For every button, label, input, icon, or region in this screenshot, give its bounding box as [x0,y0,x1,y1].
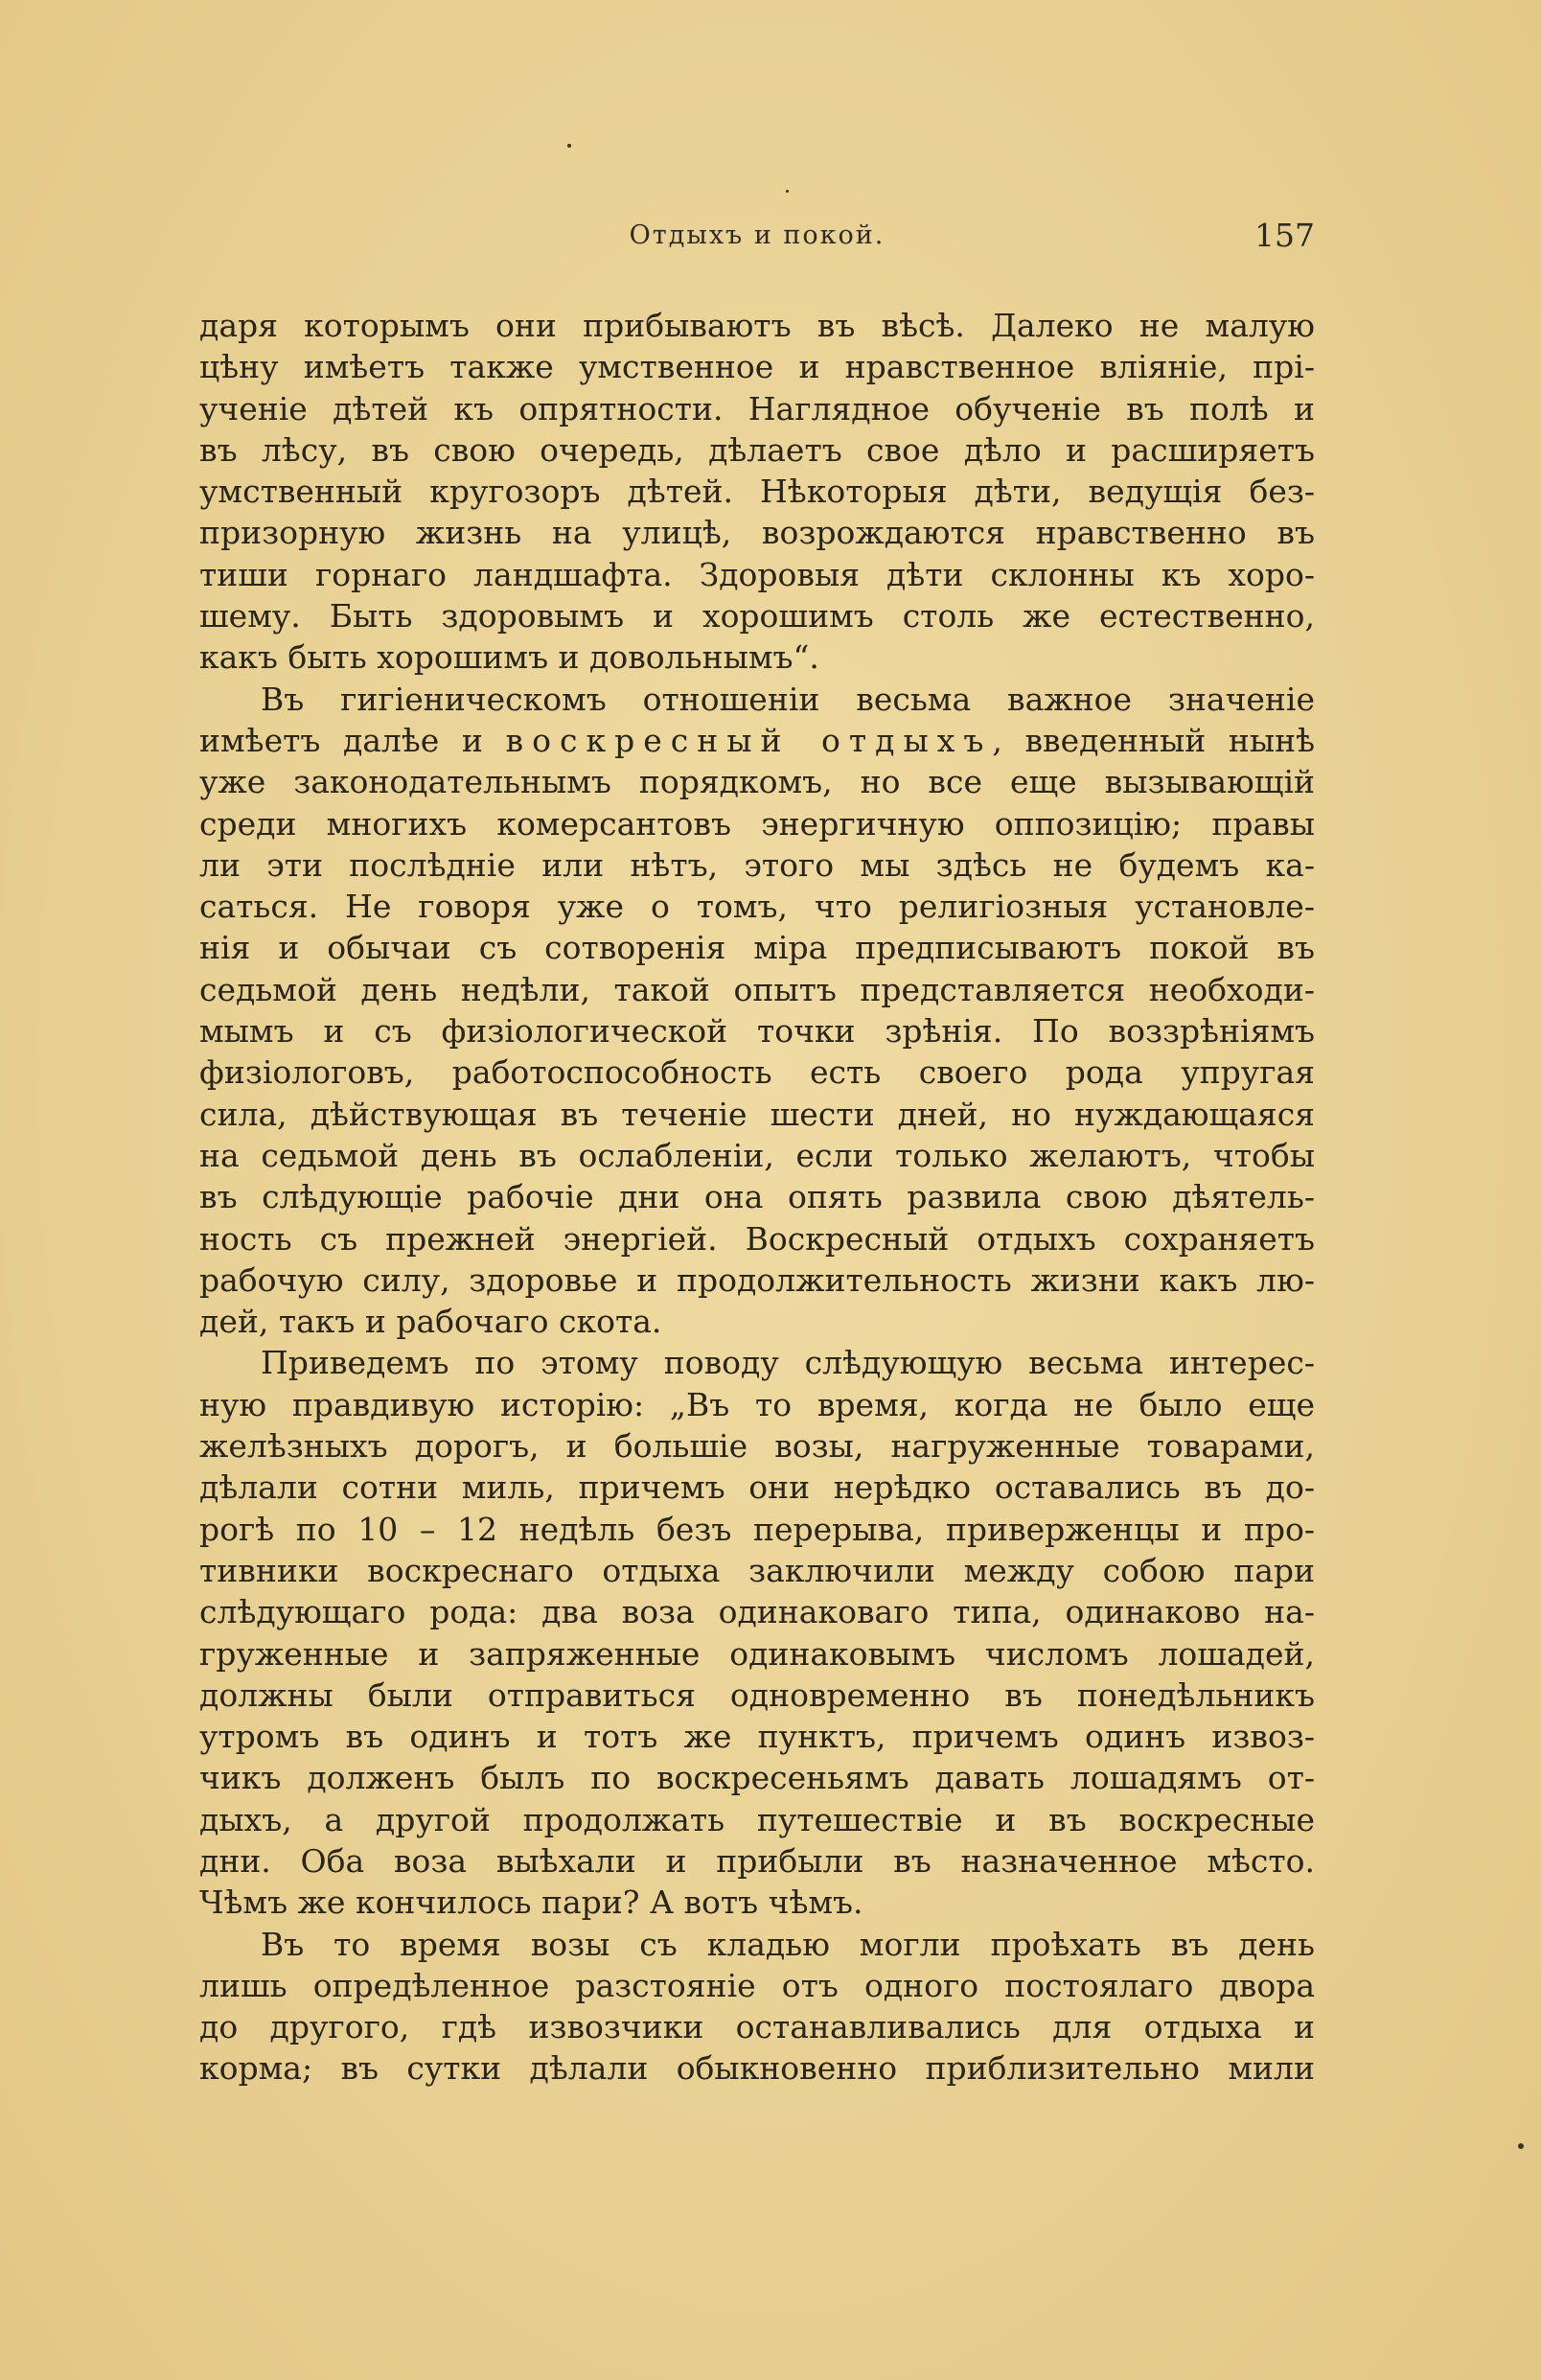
text-line: саться. Не говоря уже о томъ, что религіозныя установле- [199,888,1315,926]
text-line: тивники воскреснаго отдыха заключили между собою пари [199,1551,1315,1589]
text-line: мымъ и съ физіологической точки зрѣнія. По воззрѣніямъ [199,1012,1315,1051]
spaced-emphasis: воскресный отдыхъ [505,721,993,759]
text-line: физіологовъ, работоспособность есть своего рода упругая [199,1053,1315,1092]
text-line: ученіе дѣтей къ опрятности. Наглядное обученіе въ полѣ и [199,389,1315,427]
text-line: даря которымъ они прибываютъ въ вѣсѣ. Далеко не малую [199,307,1315,344]
text-line: въ слѣдующіе рабочіе дни она опять развила свою дѣятель- [199,1178,1315,1216]
text-line: умственный кругозоръ дѣтей. Нѣкоторыя дѣти, ведущія без- [199,473,1315,511]
ink-speck [1518,2143,1524,2149]
text-line: дѣлали сотни миль, причемъ они нерѣдко оставались въ до- [199,1468,1315,1507]
ink-speck [786,190,789,193]
text-line: уже законодательнымъ порядкомъ, но все еще вызывающій [199,763,1315,801]
running-title: Отдыхъ и покой. [629,220,886,250]
text-line: Въ то время возы съ кладью могли проѣхать въ день [261,1925,1315,1963]
ink-speck [567,144,571,148]
text-line: лишь опредѣленное разстояніе отъ одного постоялаго двора [199,1966,1315,2004]
text-line: шему. Быть здоровымъ и хорошимъ столь же естественно, [199,597,1315,635]
text-line: имѣетъ далѣе и воскресный отдыхъ, введенный нынѣ [199,721,1315,759]
text-line: Чѣмъ же кончилось пари? А вотъ чѣмъ. [199,1883,863,1922]
text-line: желѣзныхъ дорогъ, и большіе возы, нагруженные товарами, [199,1427,1315,1466]
text-line: ли эти послѣдніе или нѣтъ, этого мы здѣсь не будемъ ка- [199,845,1315,884]
text-line: сила, дѣйствующая въ теченіе шести дней, но нуждающаяся [199,1095,1315,1133]
page-number: 157 [1254,217,1315,254]
text-line: должны были отправиться одновременно въ понедѣльникъ [199,1675,1315,1714]
text-line: чикъ долженъ былъ по воскресеньямъ давать лошадямъ от- [199,1759,1315,1797]
text-line: корма; въ сутки дѣлали обыкновенно приблизительно мили [199,2049,1315,2088]
text-line: седьмой день недѣли, такой опытъ представляется необходи- [199,970,1315,1008]
text-line: груженные и запряженные одинаковымъ числомъ лошадей, [199,1634,1315,1673]
text-line: дни. Оба воза выѣхали и прибыли въ назначенное мѣсто. [199,1841,1315,1880]
text-line: Въ гигіеническомъ отношеніи весьма важное значеніе [261,680,1315,718]
text-line: на седьмой день въ ослабленіи, если только желаютъ, чтобы [199,1136,1315,1174]
body-text [199,305,1315,2090]
page-header [199,217,1315,259]
text-line: среди многихъ комерсантовъ энергичную оппозицію; правы [199,804,1315,843]
text-line: дыхъ, а другой продолжать путешествіе и въ воскресные [199,1800,1315,1838]
text-line: цѣну имѣетъ также умственное и нравственное вліяніе, пpi- [199,348,1315,386]
text-line: утромъ въ одинъ и тотъ же пунктъ, причемъ одинъ извоз- [199,1718,1315,1756]
text-line: въ лѣсу, въ свою очередь, дѣлаетъ свое дѣло и расширяетъ [199,430,1315,469]
text-line: рабочую силу, здоровье и продолжительность жизни какъ лю- [199,1260,1315,1299]
text-line: дей, такъ и рабочаго скота. [199,1303,662,1341]
text-line: нія и обычаи съ сотворенія міра предписываютъ покой въ [199,929,1315,967]
text-line: слѣдующаго рода: два воза одинаковаго типа, одинаково на- [199,1593,1315,1631]
text-line: рогѣ по 10 – 12 недѣль безъ перерыва, приверженцы и про- [199,1510,1315,1548]
text-line: призорную жизнь на улицѣ, возрождаются нравственно въ [199,514,1315,552]
text-line: ность съ прежней энергіей. Воскресный отдыхъ сохраняетъ [199,1219,1315,1258]
text-line: тиши горнаго ландшафта. Здоровыя дѣти склонны къ хоро- [199,555,1315,593]
text-line: какъ быть хорошимъ и довольнымъ“. [199,638,819,677]
text-line: Приведемъ по этому поводу слѣдующую весьма интерес- [261,1344,1315,1382]
text-line: до другого, гдѣ извозчики останавливались для отдыха и [199,2008,1315,2046]
text-line: ную правдивую исторію: „Въ то время, когда не было еще [199,1385,1315,1423]
